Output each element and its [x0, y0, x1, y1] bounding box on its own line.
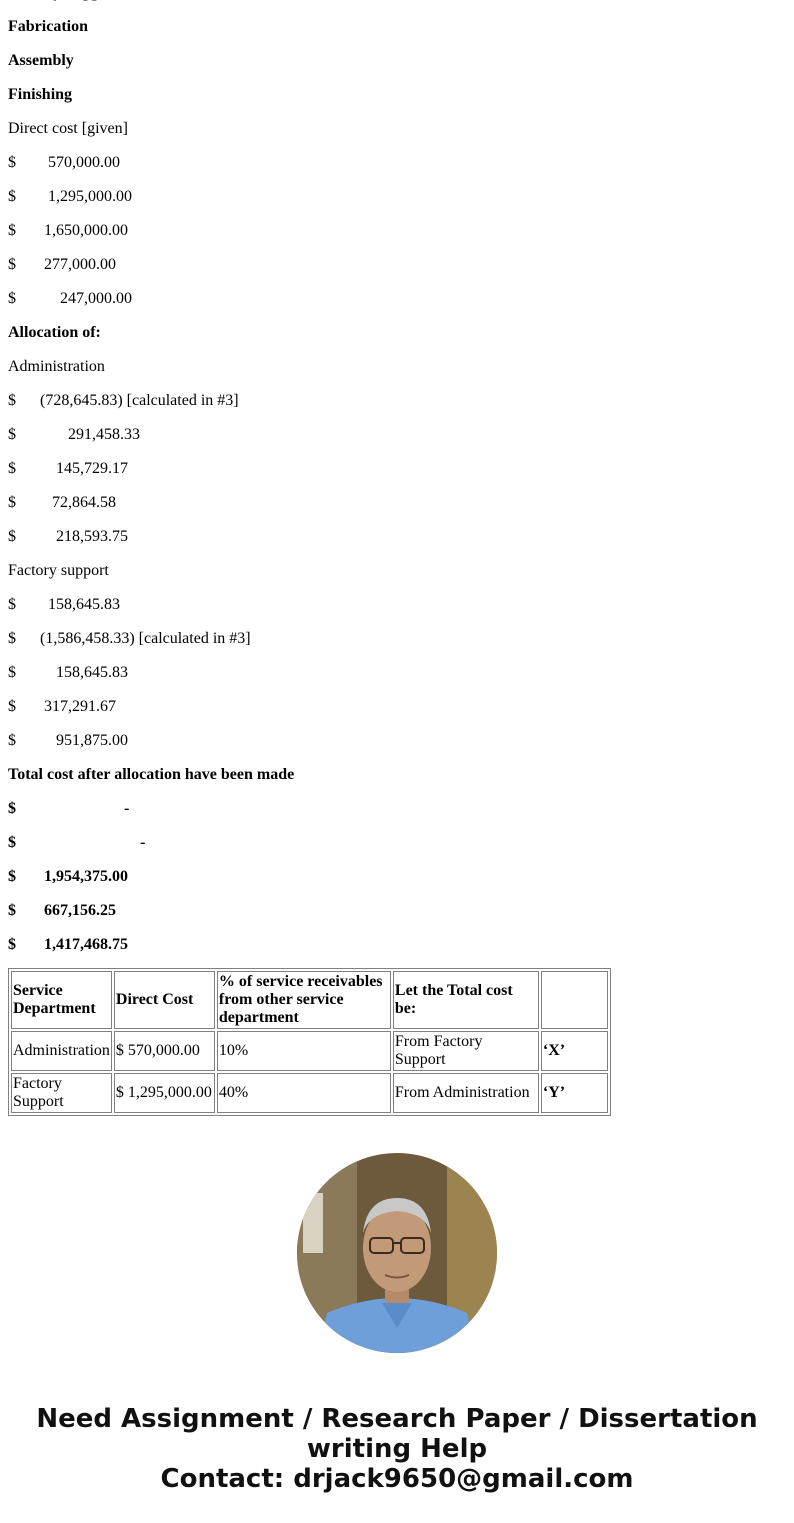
promo-contact: Contact: drjack9650@gmail.com [160, 1464, 634, 1494]
document-line: Finishing [8, 86, 73, 103]
cell-direct-cost: $ 570,000.00 [114, 1031, 215, 1071]
table-row [11, 1073, 608, 1113]
author-portrait-image [297, 1153, 497, 1353]
document-line: $ - [8, 800, 130, 817]
promo-headline: Need Assignment / Research Paper / Dissertation writing Help [36, 1404, 758, 1464]
table-row [11, 1031, 608, 1071]
document-line: Administration [8, 358, 105, 375]
cell-percent: 40% [217, 1073, 391, 1113]
cell-department: Factory Support [11, 1073, 112, 1113]
promo-banner [0, 1404, 794, 1494]
document-line: Allocation of: [8, 324, 101, 341]
document-line: $ 317,291.67 [8, 698, 116, 715]
cell-variable: ‘X’ [541, 1031, 608, 1071]
document-line: $ (1,586,458.33) [calculated in #3] [8, 630, 251, 647]
document-line [8, 0, 788, 2]
document-line: $ 570,000.00 [8, 154, 120, 171]
document-line: $ 1,295,000.00 [8, 188, 132, 205]
header-service-department: Service Department [11, 971, 112, 1029]
document-line: $ 247,000.00 [8, 290, 132, 307]
cell-from: From Factory Support [393, 1031, 539, 1071]
document-line: $ 158,645.83 [8, 596, 120, 613]
document-line: $ 145,729.17 [8, 460, 128, 477]
cell-percent: 10% [217, 1031, 391, 1071]
header-direct-cost: Direct Cost [114, 971, 215, 1029]
author-avatar [297, 1153, 497, 1353]
document-line: Factory support [8, 562, 109, 579]
document-line: $ 1,417,468.75 [8, 936, 128, 953]
header-total-cost: Let the Total cost be: [393, 971, 539, 1029]
document-line: Fabrication [8, 18, 88, 35]
document-line: $ 218,593.75 [8, 528, 128, 545]
cost-allocation-lines [8, 0, 788, 954]
header-service-percent: % of service receivables from other service department [217, 971, 391, 1029]
document-line: $ 667,156.25 [8, 902, 116, 919]
document-line: Total cost after allocation have been made [8, 766, 295, 783]
document-body [8, 0, 788, 1116]
header-blank [541, 971, 608, 1029]
table-header-row [11, 971, 608, 1029]
document-line: $ 1,954,375.00 [8, 868, 128, 885]
document-line: $ 1,650,000.00 [8, 222, 128, 239]
document-line: $ 158,645.83 [8, 664, 128, 681]
document-line: $ 291,458.33 [8, 426, 140, 443]
cell-variable: ‘Y’ [541, 1073, 608, 1113]
cell-direct-cost: $ 1,295,000.00 [114, 1073, 215, 1113]
document-line: Direct cost [given] [8, 120, 128, 137]
document-line: $ 277,000.00 [8, 256, 116, 273]
service-department-table [8, 968, 611, 1116]
cell-from: From Administration [393, 1073, 539, 1113]
document-line: $ - [8, 834, 146, 851]
cell-department: Administration [11, 1031, 112, 1071]
document-line: $ 72,864.58 [8, 494, 116, 511]
document-line: $ (728,645.83) [calculated in #3] [8, 392, 239, 409]
document-line: $ 951,875.00 [8, 732, 128, 749]
document-line: Assembly [8, 52, 74, 69]
